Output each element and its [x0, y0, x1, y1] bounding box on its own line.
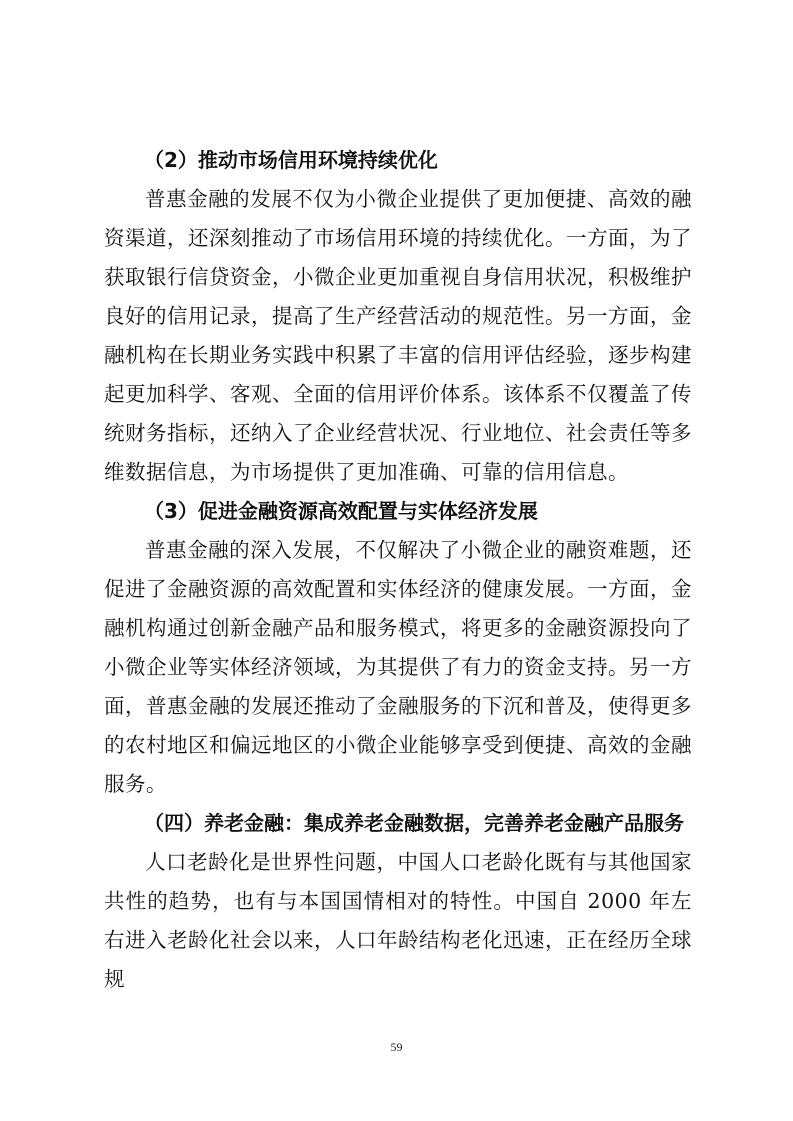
- paragraph-pension-finance: 人口老龄化是世界性问题，中国人口老龄化既有与其他国家共性的趋势，也有与本国国情相对的特性。中国自 2000 年左右进入老龄化社会以来，人口年龄结构老化迅速，正在经历全球规: [104, 850, 692, 991]
- paragraph-resource-allocation: 普惠金融的深入发展，不仅解决了小微企业的融资难题，还促进了金融资源的高效配置和实体经济的健康发展。一方面，金融机构通过创新金融产品和服务模式，将更多的金融资源投向了小微企业等实体经济领域，为其提供了有力的资金支持。另一方面，普惠金融的发展还推动了金融服务的下沉和普及，使得更多的农村地区和偏远地区的小微企业能够享受到便捷、高效的金融服务。: [104, 538, 692, 796]
- paragraph-credit-environment: 普惠金融的发展不仅为小微企业提供了更加便捷、高效的融资渠道，还深刻推动了市场信用环境的持续优化。一方面，为了获取银行信贷资金，小微企业更加重视自身信用状况，积极维护良好的信用记录，提高了生产经营活动的规范性。另一方面，金融机构在长期业务实践中积累了丰富的信用评估经验，逐步构建起更加科学、客观、全面的信用评价体系。该体系不仅覆盖了传统财务指标，还纳入了企业经营状况、行业地位、社会责任等多维数据信息，为市场提供了更加准确、可靠的信用信息。: [104, 187, 692, 484]
- section-heading-pension-finance: （四）养老金融：集成养老金融数据，完善养老金融产品服务: [144, 811, 684, 835]
- section-heading-credit-environment: （2）推动市场信用环境持续优化: [144, 148, 438, 172]
- page-number: 59: [390, 1040, 403, 1054]
- section-heading-resource-allocation: （3）促进金融资源高效配置与实体经济发展: [144, 499, 538, 523]
- document-body: [104, 141, 692, 999]
